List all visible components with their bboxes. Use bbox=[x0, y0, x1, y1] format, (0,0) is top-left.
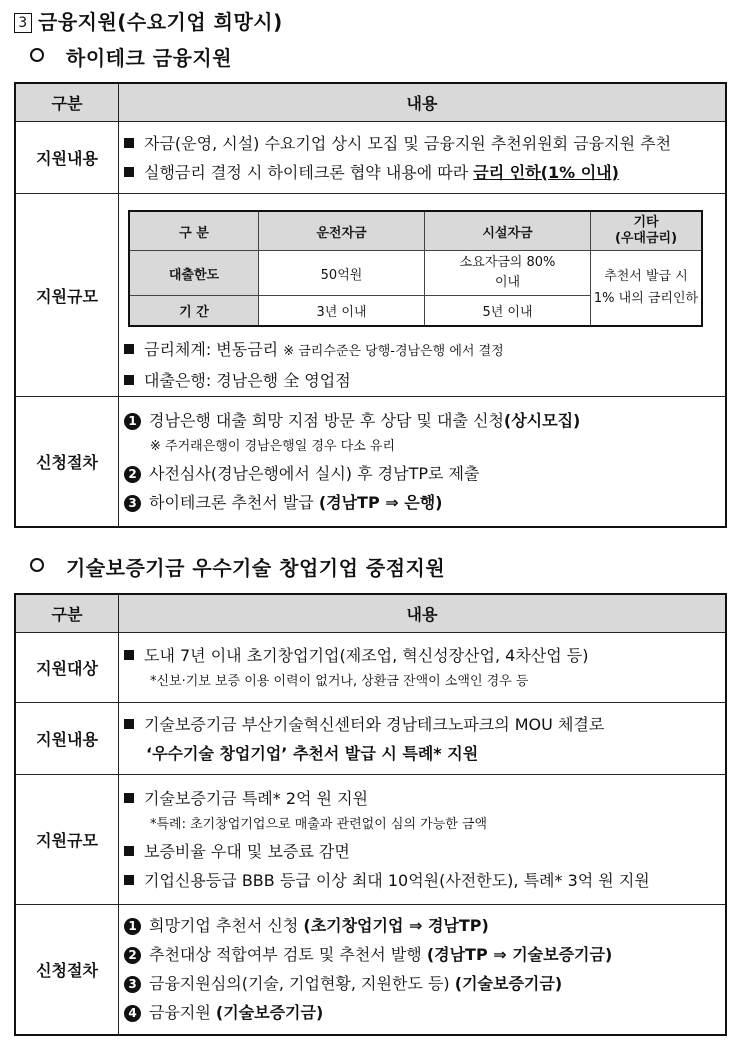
content-line-1-text: 자금(운영, 시설) 수요기업 상시 모집 및 금융지원 추천위원회 금융지원 추천 bbox=[144, 133, 672, 153]
kibo-step-3 bbox=[120, 969, 724, 998]
square-bullet-icon bbox=[124, 875, 134, 885]
rate-system-note: ※ 금리수준은 당행-경남은행 에서 결정 bbox=[283, 344, 504, 359]
square-bullet-icon bbox=[124, 375, 134, 385]
loan-terms-table bbox=[128, 210, 703, 327]
content-line-2-text: 실행금리 결정 시 하이테크론 협약 내용에 따라 bbox=[144, 162, 474, 182]
proc-step-3-text: 하이테크론 추천서 발급 bbox=[149, 492, 319, 512]
loan-bank-text: 대출은행: 경남은행 全 영업점 bbox=[144, 371, 351, 390]
step-number-icon: 3 bbox=[124, 495, 141, 512]
row-label-content: 지원내용 bbox=[15, 122, 119, 194]
inner-header-operating: 운전자금 bbox=[259, 211, 425, 251]
proc-step-1-text: 경남은행 대출 희망 지점 방문 후 상담 및 대출 신청 bbox=[149, 410, 504, 430]
row-content-cell bbox=[119, 122, 727, 194]
kibo-scale-line-1-text: 기술보증기금 특례* 2억 원 지원 bbox=[144, 789, 368, 808]
inner-limit-facility: 소요자금의 80% 이내 bbox=[425, 251, 591, 296]
row-label-scale: 지원규모 bbox=[15, 775, 119, 905]
kibo-support-table bbox=[14, 593, 727, 1036]
target-line-1-text: 도내 7년 이내 초기창업기업(제조업, 혁신성장산업, 4차산업 등) bbox=[144, 646, 589, 665]
proc-note: ※ 주거래은행이 경남은행일 경우 다소 유리 bbox=[150, 438, 396, 454]
kibo-step-2-text: 추천대상 적합여부 검토 및 추천서 발행 bbox=[149, 945, 427, 965]
kibo-step-1 bbox=[120, 911, 724, 940]
kibo-step-4-bold: (기술보증기금) bbox=[215, 1003, 324, 1023]
circle-bullet-icon bbox=[30, 48, 44, 62]
proc-step-2-text: 사전심사(경남은행에서 실시) 후 경남TP로 제출 bbox=[149, 463, 480, 483]
row-content-cell bbox=[119, 703, 727, 775]
kibo-step-4-text: 금융지원 bbox=[149, 1003, 216, 1023]
kibo-step-1-bold: (초기창업기업 ⇒ 경남TP) bbox=[303, 916, 489, 936]
proc-step-1 bbox=[120, 406, 724, 435]
row-label-procedure: 신청절차 bbox=[15, 397, 119, 527]
row-label-content: 지원내용 bbox=[15, 703, 119, 775]
inner-row-limit-label: 대출한도 bbox=[129, 251, 259, 296]
rate-cut-highlight: 금리 인하(1% 이내) bbox=[473, 162, 619, 182]
kibo-step-2 bbox=[120, 940, 724, 969]
inner-limit-operating: 50억원 bbox=[259, 251, 425, 296]
kibo-scale-line-3 bbox=[120, 866, 724, 895]
inner-header-division: 구 분 bbox=[129, 211, 259, 251]
kibo-scale-line-2 bbox=[120, 837, 724, 866]
target-line-1 bbox=[120, 641, 724, 670]
square-bullet-icon bbox=[124, 138, 134, 148]
inner-etc-value: 추천서 발급 시 1% 내의 금리인하 bbox=[591, 251, 703, 327]
step-number-icon: 1 bbox=[124, 918, 141, 935]
hitech-finance-table bbox=[14, 82, 727, 528]
proc-step-3-bold: (경남TP ⇒ 은행) bbox=[318, 492, 443, 512]
row-procedure-cell bbox=[119, 905, 727, 1035]
col-header-content: 내용 bbox=[119, 594, 727, 633]
square-bullet-icon bbox=[124, 167, 134, 177]
circle-bullet-icon bbox=[30, 558, 44, 572]
kibo-scale-note: *특례: 초기창업기업으로 매출과 관련없이 심의 가능한 금액 bbox=[150, 817, 488, 832]
kibo-scale-line-2-text: 보증비율 우대 및 보증료 감면 bbox=[144, 842, 350, 861]
kibo-step-3-bold: (기술보증기금) bbox=[454, 974, 563, 994]
rate-system-line bbox=[120, 335, 724, 366]
col-header-category: 구분 bbox=[15, 594, 119, 633]
kibo-content-line-1-text: 기술보증기금 부산기술혁신센터와 경남테크노파크의 MOU 체결로 bbox=[144, 714, 605, 734]
square-bullet-icon bbox=[124, 793, 134, 803]
row-label-scale: 지원규모 bbox=[15, 194, 119, 397]
row-scale-cell bbox=[119, 194, 727, 397]
kibo-scale-line-1 bbox=[120, 784, 724, 813]
content-line-2 bbox=[120, 158, 724, 187]
inner-header-facility: 시설자금 bbox=[425, 211, 591, 251]
proc-step-2 bbox=[120, 459, 724, 488]
square-bullet-icon bbox=[124, 650, 134, 660]
square-bullet-icon bbox=[124, 344, 134, 354]
step-number-icon: 4 bbox=[124, 1005, 141, 1022]
inner-header-etc: 기타 (우대금리) bbox=[591, 211, 703, 251]
rate-system-text: 금리체계: 변동금리 bbox=[144, 340, 284, 359]
inner-period-facility: 5년 이내 bbox=[425, 296, 591, 327]
row-label-procedure: 신청절차 bbox=[15, 905, 119, 1035]
kibo-step-4 bbox=[120, 998, 724, 1027]
kibo-step-2-bold: (경남TP ⇒ 기술보증기금) bbox=[426, 945, 613, 965]
section-title bbox=[14, 6, 283, 35]
row-scale-cell bbox=[119, 775, 727, 905]
proc-step-3 bbox=[120, 488, 724, 517]
col-header-category: 구분 bbox=[15, 83, 119, 122]
step-number-icon: 2 bbox=[124, 466, 141, 483]
square-bullet-icon bbox=[124, 719, 134, 729]
row-target-cell bbox=[119, 633, 727, 703]
part1-heading-text: 하이테크 금융지원 bbox=[66, 46, 233, 70]
kibo-scale-line-3-text: 기업신용등급 BBB 등급 이상 최대 10억원(사전한도), 특례* 3억 원 지원 bbox=[144, 871, 650, 890]
inner-period-operating: 3년 이내 bbox=[259, 296, 425, 327]
step-number-icon: 3 bbox=[124, 976, 141, 993]
target-note: *신보·기보 보증 이용 이력이 없거나, 상환금 잔액이 소액인 경우 등 bbox=[150, 674, 529, 689]
part2-heading-text: 기술보증기금 우수기술 창업기업 중점지원 bbox=[66, 556, 446, 580]
square-bullet-icon bbox=[124, 846, 134, 856]
kibo-content-line-1 bbox=[120, 710, 724, 739]
step-number-icon: 1 bbox=[124, 413, 141, 430]
section-title-text: 금융지원(수요기업 희망시) bbox=[38, 10, 283, 34]
step-number-icon: 2 bbox=[124, 947, 141, 964]
section-number: 3 bbox=[14, 13, 32, 33]
kibo-step-1-text: 희망기업 추천서 신청 bbox=[149, 916, 304, 936]
content-line-1 bbox=[120, 129, 724, 158]
row-procedure-cell bbox=[119, 397, 727, 527]
proc-step-1-bold: (상시모집) bbox=[503, 410, 581, 430]
part1-heading bbox=[30, 42, 232, 71]
kibo-content-line-2: ‘우수기술 창업기업’ 추천서 발급 시 특례* 지원 bbox=[146, 743, 479, 763]
loan-bank-line bbox=[120, 366, 724, 395]
part2-heading bbox=[30, 552, 445, 581]
kibo-step-3-text: 금융지원심의(기술, 기업현황, 지원한도 등) bbox=[149, 974, 455, 994]
inner-row-period-label: 기 간 bbox=[129, 296, 259, 327]
col-header-content: 내용 bbox=[119, 83, 727, 122]
row-label-target: 지원대상 bbox=[15, 633, 119, 703]
